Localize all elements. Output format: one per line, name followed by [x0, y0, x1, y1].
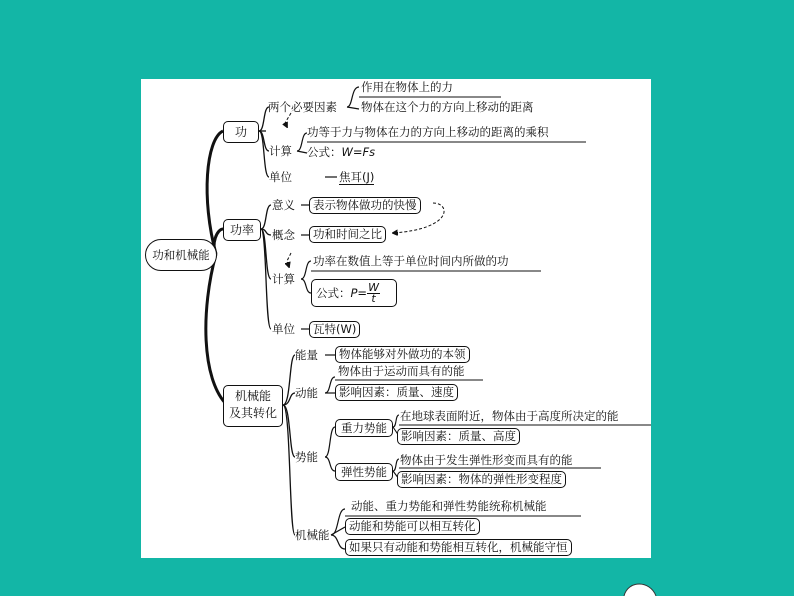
power-meaning-label: 意义 — [272, 198, 295, 212]
mech-gravity-def: 在地球表面附近，物体由于高度所决定的能 — [400, 409, 619, 423]
power-formula: 公式：P= $\frac{W}{t}$ — [311, 279, 397, 307]
mech-elastic-label: 弹性势能 — [335, 463, 393, 481]
connector-lines — [141, 79, 651, 558]
work-node: 功 — [223, 121, 259, 143]
power-node: 功率 — [223, 219, 261, 241]
mech-energy-def: 物体能够对外做功的本领 — [335, 346, 470, 363]
mech-elastic-factors: 影响因素：物体的弹性形变程度 — [397, 471, 566, 488]
power-concept-label: 概念 — [272, 228, 295, 242]
work-calc-label: 计算 — [269, 144, 292, 158]
root-node: 功和机械能 — [145, 239, 217, 271]
mech-gravity-factors: 影响因素：质量、高度 — [397, 428, 520, 445]
work-factor-2: 物体在这个力的方向上移动的距离 — [361, 100, 534, 114]
mech-node: 机械能 及其转化 — [223, 385, 283, 427]
mind-map-card — [141, 79, 651, 558]
work-factors-label: 两个必要因素 — [268, 100, 337, 114]
mech-energy-label: 能量 — [295, 348, 318, 362]
mech-mechanical-3: 如果只有动能和势能相互转化，机械能守恒 — [345, 539, 572, 556]
mech-potential-label: 势能 — [295, 450, 318, 464]
power-unit-label: 单位 — [272, 322, 295, 336]
corner-decoration — [620, 578, 660, 596]
mech-kinetic-def: 物体由于运动而具有的能 — [338, 364, 465, 378]
mech-mechanical-2: 动能和势能可以相互转化 — [345, 518, 480, 535]
mech-kinetic-label: 动能 — [295, 386, 318, 400]
mech-mechanical-1: 动能、重力势能和弹性势能统称机械能 — [351, 499, 547, 513]
mech-mechanical-label: 机械能 — [295, 528, 330, 542]
work-calc-desc: 功等于力与物体在力的方向上移动的距离的乘积 — [307, 125, 549, 139]
work-factor-1: 作用在物体上的力 — [361, 80, 453, 94]
power-calc-label: 计算 — [272, 272, 295, 286]
power-calc-desc: 功率在数值上等于单位时间内所做的功 — [313, 254, 509, 268]
power-meaning: 表示物体做功的快慢 — [309, 197, 421, 214]
mech-kinetic-factors: 影响因素：质量、速度 — [335, 384, 458, 401]
work-unit-label: 单位 — [269, 170, 292, 184]
power-unit: 瓦特(W) — [309, 321, 360, 338]
mech-gravity-label: 重力势能 — [335, 419, 393, 437]
power-concept: 功和时间之比 — [309, 226, 386, 243]
work-unit: 焦耳(J) — [339, 170, 375, 184]
work-formula: 公式：W=Fs — [307, 145, 376, 159]
mech-elastic-def: 物体由于发生弹性形变而具有的能 — [400, 453, 573, 467]
power-fraction: $\frac{W}{t}$ — [368, 281, 379, 305]
